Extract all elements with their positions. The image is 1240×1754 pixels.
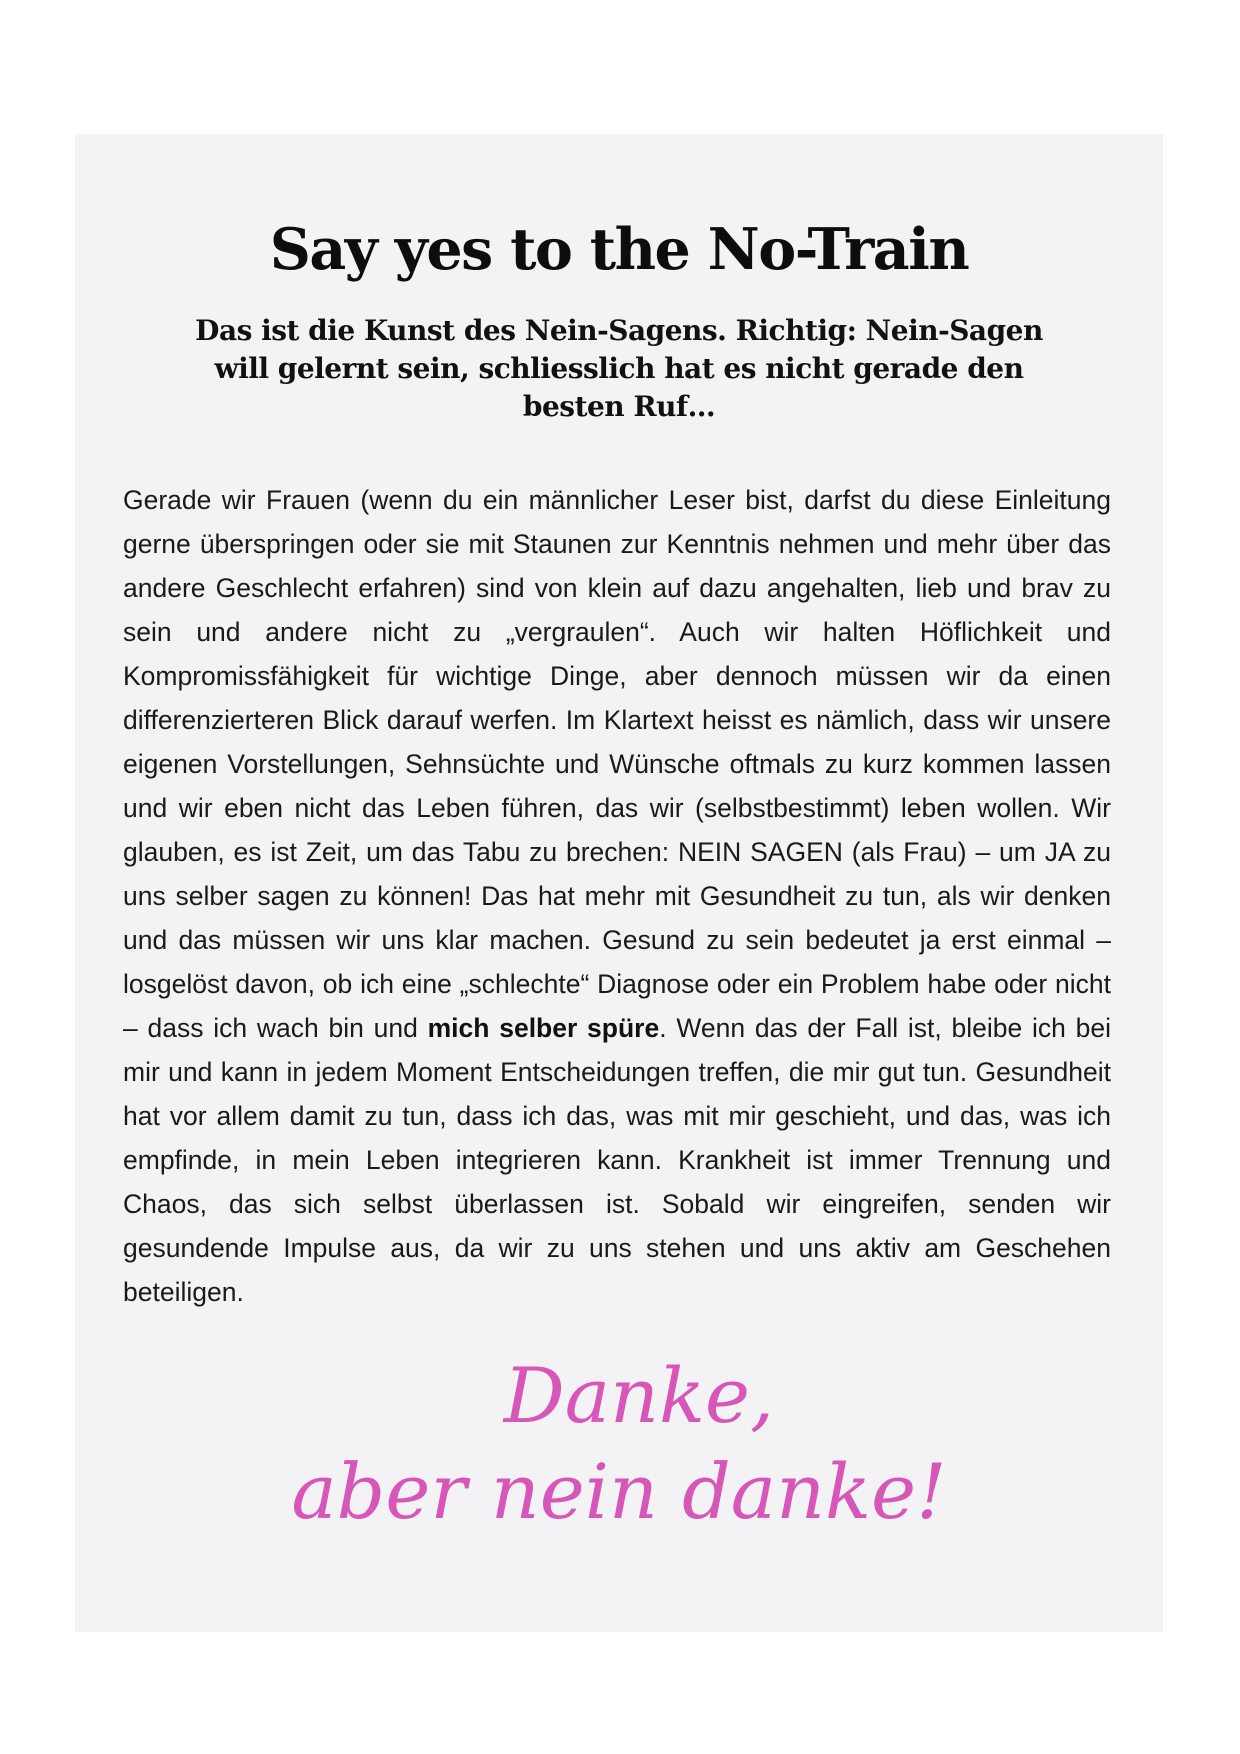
- body-text-part1: Gerade wir Frauen (wenn du ein männlicher Leser bist, darfst du diese Einleitung gerne überspringen oder sie mit Staunen zur Kenntnis nehmen und mehr über das andere Geschlecht erfahren) sind von klein auf dazu angehalten, lieb und brav zu sein und andere nicht zu „vergraulen“. Auch wir halten Höflichkeit und Kompromissfähigkeit für wichtige Dinge, aber dennoch müssen wir da einen differenzierteren Blick darauf werfen. Im Klartext heisst es nämlich, dass wir unsere eigenen Vorstellungen, Sehnsüchte und Wünsche oftmals zu kurz kommen lassen und wir eben nicht das Leben führen, das wir (selbstbestimmt) leben wollen. Wir glauben, es ist Zeit, um das Tabu zu brechen: NEIN SAGEN (als Frau) – um JA zu uns selber sagen zu können! Das hat mehr mit Gesundheit zu tun, als wir denken und das müssen wir uns klar machen. Gesund zu sein bedeutet ja erst einmal – losgelöst davon, ob ich eine „schlechte“ Diagnose oder ein Problem habe oder nicht – dass ich wach bin und: [123, 485, 1111, 1043]
- content-panel: [75, 134, 1163, 1632]
- body-text-emphasis: mich selber spüre: [427, 1013, 660, 1043]
- body-paragraph: [123, 478, 1111, 1314]
- signature-line-2: aber nein danke!: [291, 1447, 947, 1536]
- signature-handwriting: [75, 1348, 1163, 1540]
- body-text-part2: . Wenn das der Fall ist, bleibe ich bei mir und kann in jedem Moment Entscheidungen treffen, die mir gut tun. Gesundheit hat vor allem damit zu tun, dass ich das, was mit mir geschieht, und das, was ich empfinde, in mein Leben integrieren kann. Krankheit ist immer Trennung und Chaos, das sich selbst überlassen ist. Sobald wir eingreifen, senden wir gesundende Impulse aus, da wir zu uns stehen und uns aktiv am Geschehen beteiligen.: [123, 1013, 1111, 1307]
- subtitle: Das ist die Kunst des Nein-Sagens. Richtig: Nein-Sagen will gelernt sein, schliesslich hat es nicht gerade den besten Ruf…: [195, 314, 1043, 423]
- signature-line-1: Danke,: [503, 1351, 775, 1440]
- page-title: Say yes to the No-Train: [269, 216, 969, 283]
